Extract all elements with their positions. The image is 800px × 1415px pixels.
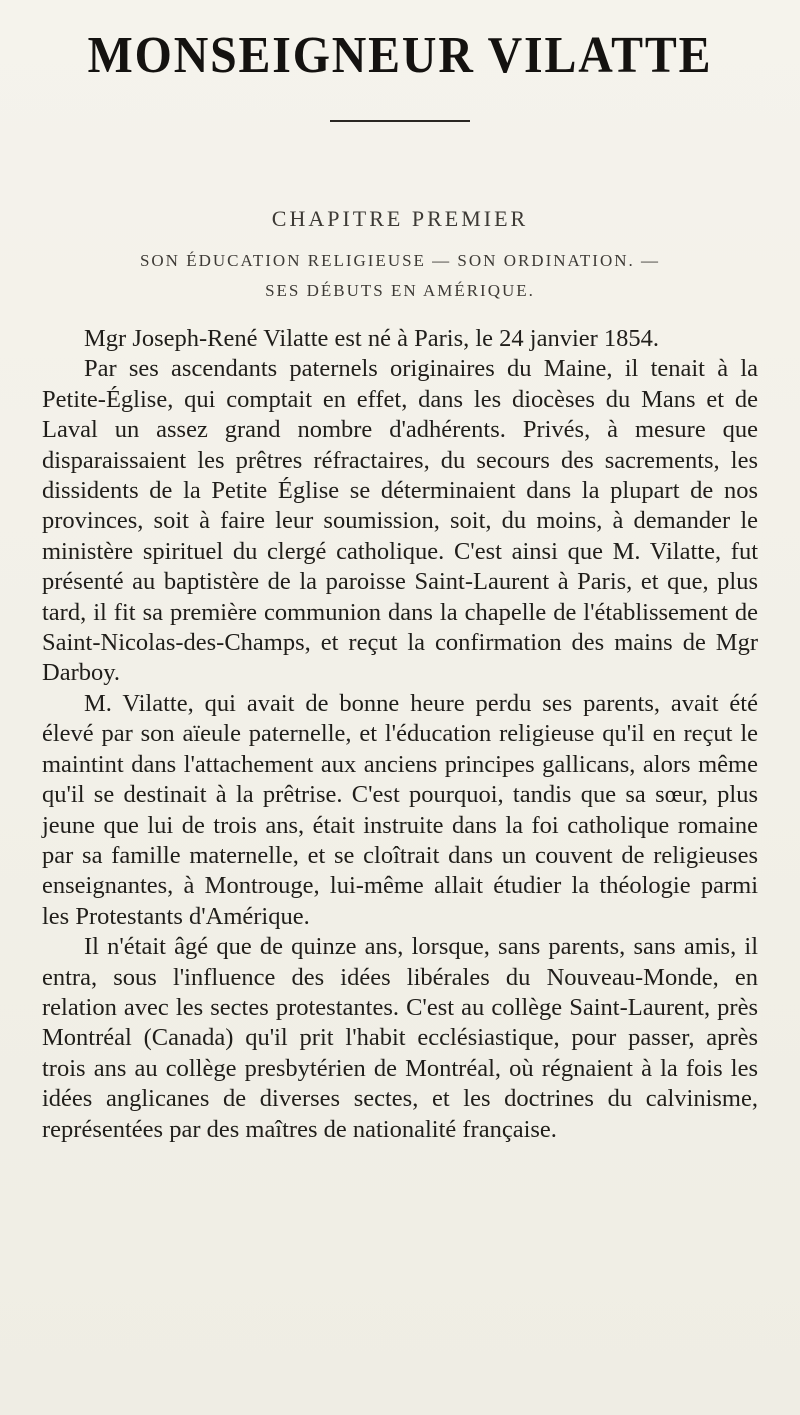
chapter-summary: [42, 246, 758, 306]
chapter-summary-line-1: SON ÉDUCATION RELIGIEUSE — SON ORDINATION. —: [139, 251, 661, 270]
page-title: MONSEIGNEUR VILATTE: [87, 27, 713, 84]
paragraph: Il n'était âgé que de quinze ans, lorsque, sans parents, sans amis, il entra, sous l'influence des idées libérales du Nouveau-Monde, en relation avec les sectes protestantes. C'est au collège Saint-Laurent, près Montréal (Canada) qu'il prit l'habit ecclésiastique, pour passer, après trois ans au collège presbytérien de Montréal, où régnaient à la fois les idées anglicanes de diverses sectes, et les doctrines du calvinisme, représentées par des maîtres de nationalité française.: [42, 933, 758, 1143]
chapter-summary-line-2: SES DÉBUTS EN AMÉRIQUE.: [265, 281, 535, 300]
title-divider: [330, 120, 470, 122]
body-text: [42, 324, 758, 1145]
paragraph: Mgr Joseph-René Vilatte est né à Paris, le 24 janvier 1854.: [84, 325, 660, 352]
paragraph: M. Vilatte, qui avait de bonne heure perdu ses parents, avait été élevé par son aïeule paternelle, et l'éducation religieuse qu'il en reçut le maintint dans l'attachement aux anciens principes gallicans, alors même qu'il se destinait à la prêtrise. C'est pourquoi, tandis que sa sœur, plus jeune que lui de trois ans, était instruite dans la foi catholique romaine par sa famille maternelle, et se cloîtrait dans un couvent de religieuses enseignantes, à Montrouge, lui-même allait étudier la théologie parmi les Protestants d'Amérique.: [42, 689, 758, 930]
chapter-heading: CHAPITRE PREMIER: [271, 206, 529, 231]
paragraph: Par ses ascendants paternels originaires du Maine, il tenait à la Petite-Église, qui comptait en effet, dans les diocèses du Mans et de Laval un assez grand nombre d'adhérents. Privés, à mesure que disparaissaient les prêtres réfractaires, du secours des sacrements, les dissidents de la Petite Église se déterminaient dans la plupart de nos provinces, soit à faire leur soumission, soit, du moins, à demander le ministère spirituel du clergé catholique. C'est ainsi que M. Vilatte, fut présenté au baptistère de la paroisse Saint-Laurent à Paris, et que, plus tard, il fit sa première communion dans la chapelle de l'établissement de Saint-Nicolas-des-Champs, et reçut la confirmation des mains de Mgr Darboy.: [42, 355, 758, 687]
